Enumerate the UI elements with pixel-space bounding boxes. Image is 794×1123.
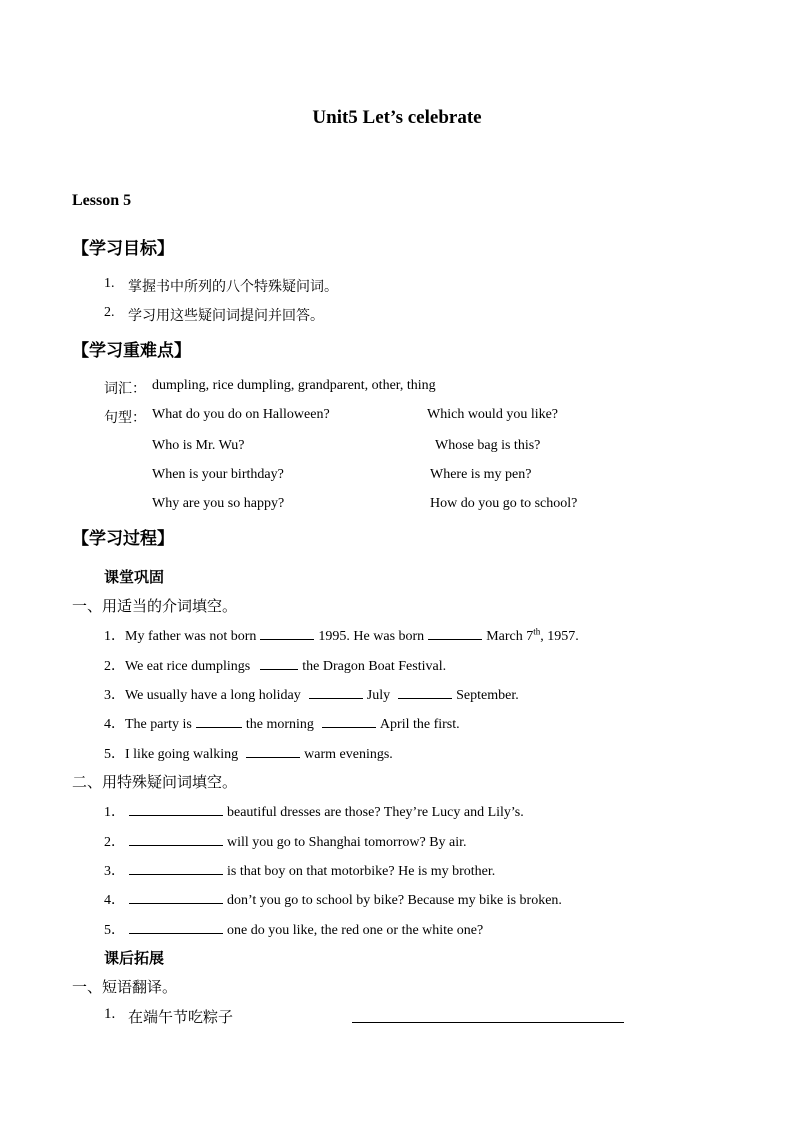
pattern-right: Whose bag is this? (435, 438, 541, 453)
exercise-item (104, 743, 393, 763)
exercise-item (104, 801, 524, 821)
answer-blank[interactable] (129, 803, 223, 816)
vocab-label: 词汇： (104, 382, 146, 397)
answer-line[interactable] (352, 1022, 624, 1023)
item-text: The party is (125, 717, 192, 732)
exercise-item (104, 625, 579, 645)
item-text: We usually have a long holiday (125, 688, 301, 703)
item-number: 5． (104, 923, 125, 938)
item-text: My father was not born (125, 629, 257, 644)
item-text: 在端午节吃粽子 (128, 1008, 234, 1026)
goal-number: 1. (104, 276, 115, 291)
answer-blank[interactable] (196, 715, 242, 728)
item-number: 1． (104, 805, 125, 820)
item-number: 1. (104, 1006, 116, 1022)
item-number: 5． (104, 747, 125, 762)
answer-blank[interactable] (129, 833, 223, 846)
answer-blank[interactable] (129, 921, 223, 934)
exercise-item (104, 860, 495, 880)
item-text: March 7 (486, 629, 534, 644)
pattern-left: What do you do on Halloween? (152, 407, 330, 422)
answer-blank[interactable] (398, 686, 452, 699)
item-text: beautiful dresses are those? They’re Lucy and Lily’s. (227, 805, 524, 820)
item-text: one do you like, the red one or the white one? (227, 923, 484, 938)
answer-blank[interactable] (309, 686, 363, 699)
answer-blank[interactable] (260, 657, 298, 670)
pattern-left: Why are you so happy? (152, 496, 285, 511)
item-text: is that boy on that motorbike? He is my brother. (227, 864, 496, 879)
item-number: 4． (104, 893, 125, 908)
item-text: September. (456, 688, 519, 703)
part1-heading: 一、用适当的介词填空。 (72, 597, 238, 615)
exercise-item (104, 713, 460, 733)
answer-blank[interactable] (129, 862, 223, 875)
item-text: 1995. He was born (318, 629, 425, 644)
item-text: don’t you go to school by bike? Because my bike is broken. (227, 893, 562, 908)
item-text: I like going walking (125, 747, 239, 762)
item-text: warm evenings. (304, 747, 393, 762)
item-text: the morning (245, 717, 314, 732)
exercise-item (104, 831, 467, 851)
answer-blank[interactable] (260, 627, 314, 640)
goal-text: 学习用这些疑问词提问并回答。 (128, 309, 324, 324)
answer-blank[interactable] (129, 891, 223, 904)
pattern-right: Where is my pen? (430, 467, 532, 482)
process-heading: 【学习过程】 (72, 529, 174, 549)
answer-blank[interactable] (322, 715, 376, 728)
item-text: We eat rice dumplings (125, 659, 251, 674)
pattern-left: When is your birthday? (152, 467, 284, 482)
pattern-right: How do you go to school? (430, 496, 578, 511)
answer-blank[interactable] (246, 745, 300, 758)
item-text: July (366, 688, 391, 703)
item-number: 1． (104, 629, 125, 644)
consolidation-label: 课堂巩固 (104, 568, 165, 586)
exercise-item (104, 919, 483, 939)
page-title: Unit5 Let’s celebrate (312, 107, 482, 128)
item-number: 4． (104, 717, 125, 732)
extension-label: 课后拓展 (104, 949, 165, 967)
part3-heading: 一、短语翻译。 (72, 978, 178, 996)
goal-text: 掌握书中所列的八个特殊疑问词。 (128, 280, 338, 295)
key-points-heading: 【学习重难点】 (72, 341, 191, 361)
pattern-right: Which would you like? (427, 407, 559, 422)
item-text: the Dragon Boat Festival. (302, 659, 447, 674)
item-number: 2． (104, 659, 125, 674)
vocab-list: dumpling, rice dumpling, grandparent, other, thing (152, 378, 436, 393)
exercise-item (104, 684, 519, 704)
item-number: 3． (104, 688, 125, 703)
pattern-left: Who is Mr. Wu? (152, 438, 245, 453)
answer-blank[interactable] (428, 627, 482, 640)
pattern-label: 句型： (104, 411, 146, 426)
superscript: th (533, 626, 541, 637)
item-number: 2． (104, 835, 125, 850)
exercise-item (104, 889, 562, 909)
part2-heading: 二、用特殊疑问词填空。 (72, 773, 238, 791)
item-text: , 1957. (540, 629, 579, 644)
item-number: 3． (104, 864, 125, 879)
goal-number: 2. (104, 305, 115, 320)
item-text: April the first. (379, 717, 460, 732)
lesson-label: Lesson 5 (72, 192, 132, 209)
exercise-item (104, 655, 446, 675)
item-text: will you go to Shanghai tomorrow? By air. (227, 835, 467, 850)
goals-heading: 【学习目标】 (72, 239, 174, 259)
